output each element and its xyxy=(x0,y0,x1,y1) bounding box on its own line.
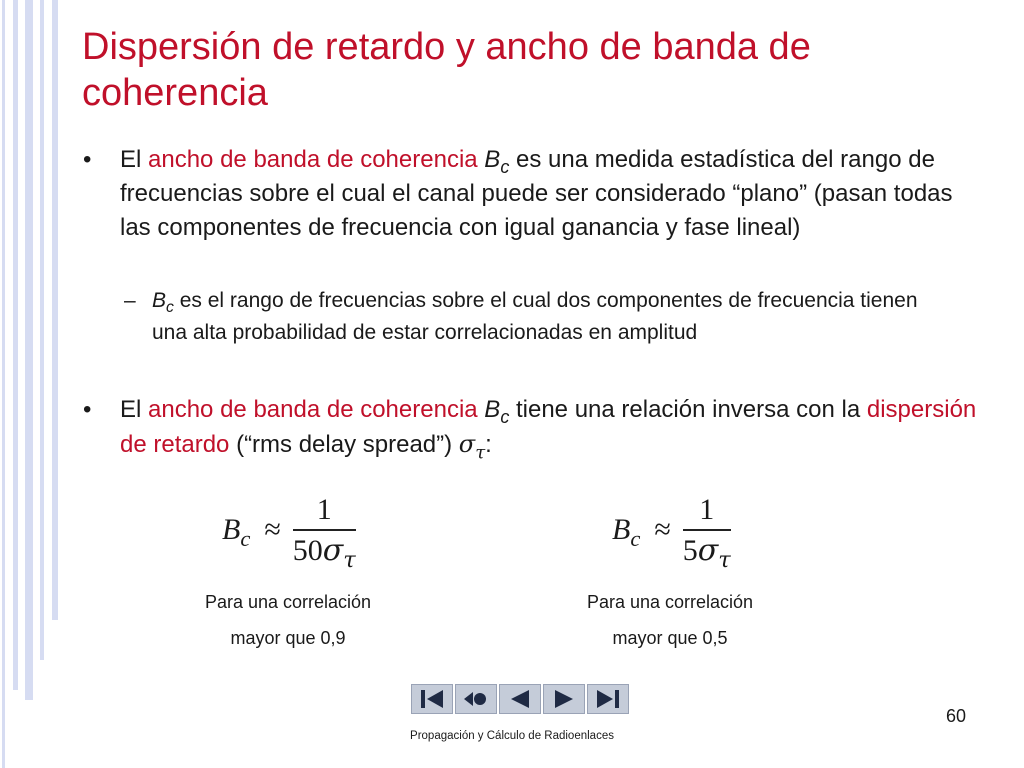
denominator: $5\sigma_\tau$ xyxy=(682,532,731,573)
symbol-bc: $B_c$ xyxy=(152,289,174,317)
formula-correlation-05 xyxy=(612,493,731,573)
dash-mark: – xyxy=(124,289,136,312)
fraction xyxy=(292,493,356,573)
first-slide-button[interactable] xyxy=(411,684,453,714)
bullet-inverse-relation: • El ancho de banda de coherencia $B_c$ tiene una relación inversa con la dispersión de retardo (“rms delay spread”) $\sigma_\tau$: xyxy=(120,393,980,462)
formula-correlation-09 xyxy=(222,493,356,573)
last-slide-button[interactable] xyxy=(587,684,629,714)
symbol-bc: $B_c$ xyxy=(484,146,510,177)
return-icon xyxy=(461,688,491,710)
bullet-mark: • xyxy=(83,146,92,173)
symbol-sigma-tau: $\sigma_\tau$ xyxy=(458,430,486,463)
next-icon xyxy=(549,688,579,710)
symbol-bc: $B_c$ xyxy=(484,396,510,427)
last-slide-icon xyxy=(593,688,623,710)
page-number: 60 xyxy=(945,706,966,726)
bullet-coherence-bandwidth: • El ancho de banda de coherencia $B_c$ es una medida estadística del rango de frecuencias sobre el cual el canal puede ser considerado “plano” (pasan todas las componentes de frecuencia con igual ganancia y fase lineal) xyxy=(120,143,980,245)
slide-title: Dispersión de retardo y ancho de banda de coherencia xyxy=(82,26,811,114)
decorative-side-bars xyxy=(0,0,70,768)
fraction xyxy=(682,493,731,573)
first-slide-icon xyxy=(417,688,447,710)
caption-correlation-09: Para una correlación mayor que 0,9 xyxy=(204,592,372,648)
formula-lhs: $B_c$ xyxy=(222,513,251,552)
formula-lhs: $B_c$ xyxy=(612,513,641,552)
term-coherence-bandwidth: ancho de banda de coherencia xyxy=(148,146,478,173)
slide-navigation xyxy=(411,684,629,714)
numerator: 1 xyxy=(316,493,332,526)
term-coherence-bandwidth: ancho de banda de coherencia xyxy=(148,396,478,423)
previous-slide-button[interactable] xyxy=(499,684,541,714)
previous-icon xyxy=(505,688,535,710)
bullet-mark: • xyxy=(83,396,92,423)
approx-symbol: ≈ xyxy=(264,513,281,547)
denominator: $50\sigma_\tau$ xyxy=(292,532,356,573)
caption-correlation-05: Para una correlación mayor que 0,5 xyxy=(586,592,754,648)
return-button[interactable] xyxy=(455,684,497,714)
approx-symbol: ≈ xyxy=(654,513,671,547)
next-slide-button[interactable] xyxy=(543,684,585,714)
numerator: 1 xyxy=(699,493,715,526)
sub-bullet-bc-definition: – $B_c$ es el rango de frecuencias sobre el cual dos componentes de frecuencia tienen una alta probabilidad de estar correlacionadas en amplitud xyxy=(152,285,942,349)
term-delay-spread: dispersión de retardo xyxy=(120,396,977,458)
footer-text: Propagación y Cálculo de Radioenlaces xyxy=(410,730,614,742)
